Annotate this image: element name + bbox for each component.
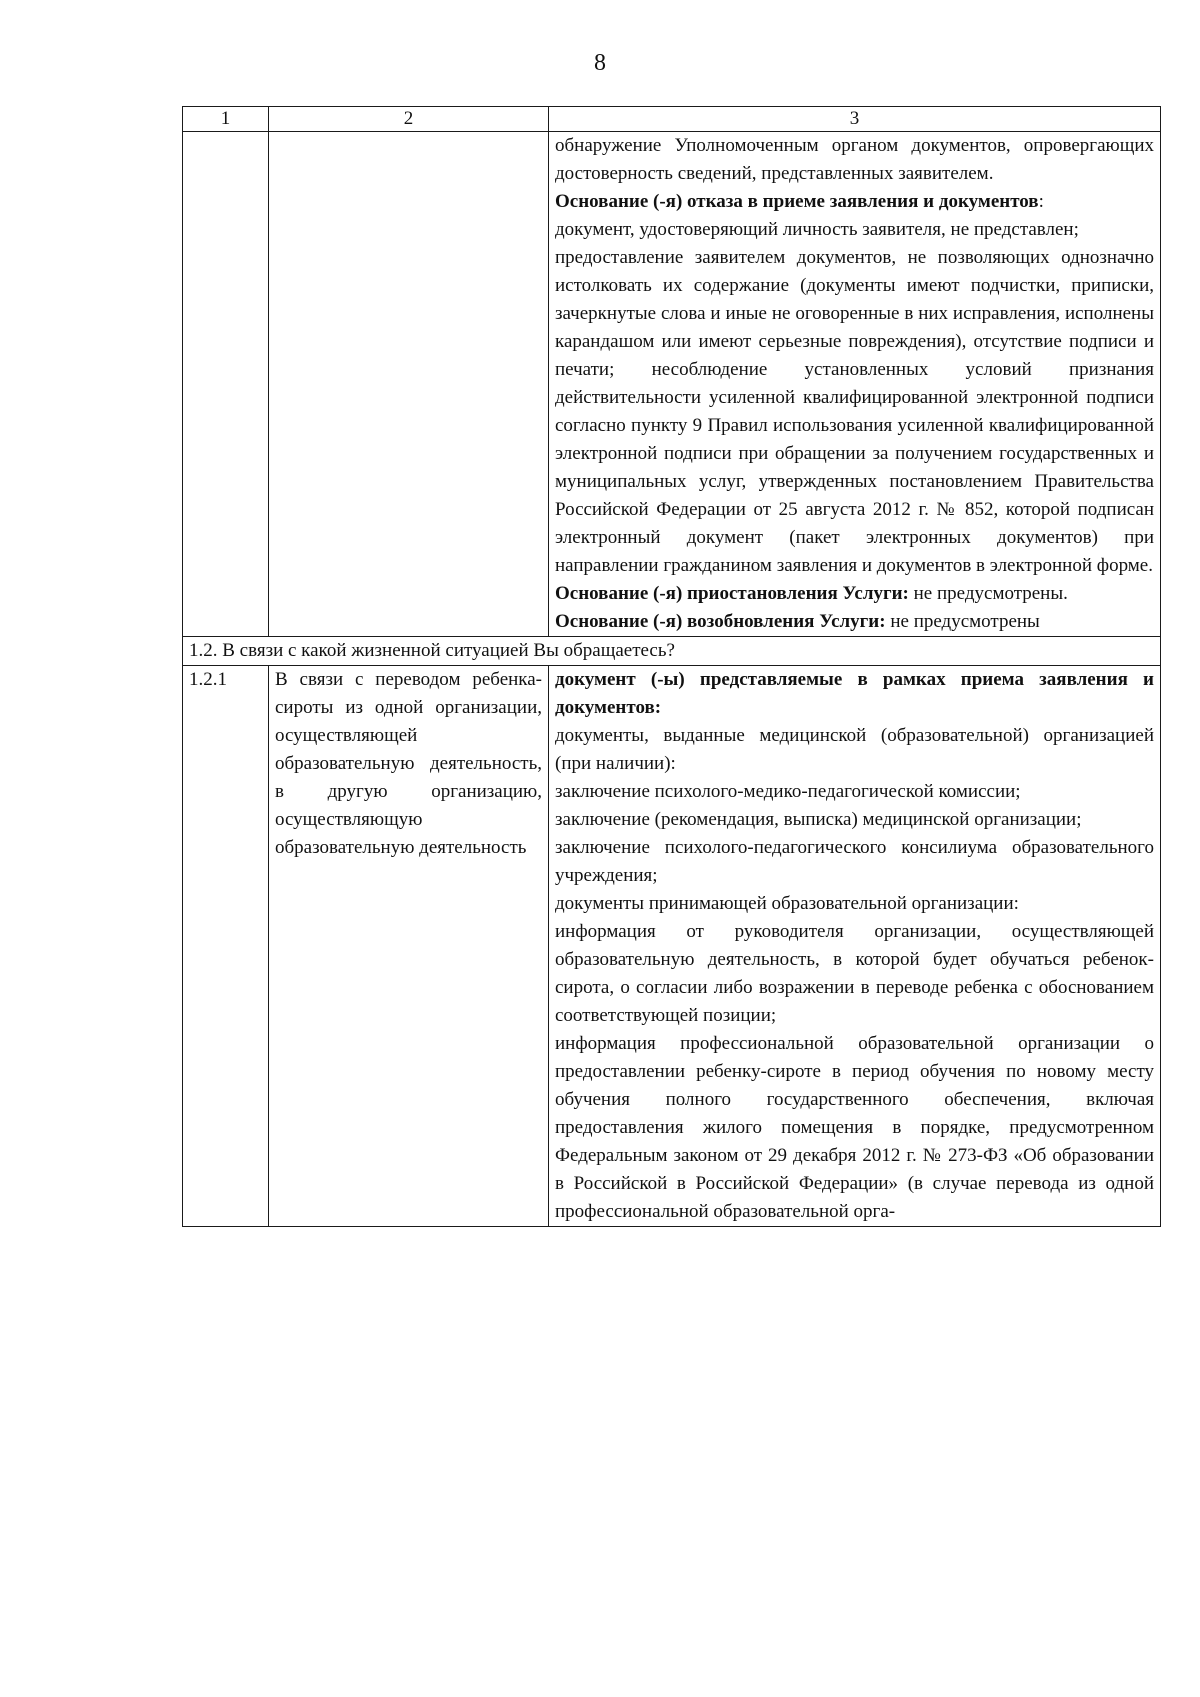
suspension-title: Основание (-я) приостановления Услуги: (555, 583, 909, 604)
document-item: документы, выданные медицинской (образовательной) организацией (при наличии): (555, 725, 1154, 774)
document-item: заключение (рекомендация, выписка) медицинской организации; (555, 809, 1082, 830)
document-item: заключение психолого-медико-педагогической комиссии; (555, 781, 1021, 802)
table-row (183, 132, 1161, 637)
table-header-row (183, 107, 1161, 132)
refusal-heading (555, 188, 1154, 216)
document-table (182, 106, 1161, 1227)
section-title: 1.2. В связи с какой жизненной ситуацией Вы обращаетесь? (183, 637, 1161, 666)
document-item: документы принимающей образовательной организации: (555, 893, 1019, 914)
refusal-title: Основание (-я) отказа в приеме заявления и документов (555, 191, 1039, 212)
documents-title: документ (-ы) представляемые в рамках приема заявления и документов: (555, 669, 1154, 718)
refusal-item: документ, удостоверяющий личность заявителя, не представлен; (555, 219, 1079, 240)
page-number: 8 (594, 50, 606, 76)
row1-col3 (549, 132, 1161, 637)
resumption-title: Основание (-я) возобновления Услуги: (555, 611, 886, 632)
header-col-1: 1 (183, 107, 269, 132)
row2-col3 (549, 666, 1161, 1227)
document-item: информация профессиональной образовательной организации о предоставлении ребенку-сироте в период обучения по новому месту обучения полного государственного обеспечения, включая предоставления жилого помещения в порядке, предусмотренном Федеральным законом от 29 декабря 2012 г. № 273-ФЗ «Об образовании в Российской в Российской Федерации» (в случае перевода из одной профессиональной образовательной орга- (555, 1033, 1154, 1222)
refusal-item: предоставление заявителем документов, не позволяющих однозначно истолковать их содержание (документы имеют подчистки, приписки, зачеркнутые слова и иные не оговоренные в них исправления, исполнены карандашом или имеют серьезные повреждения), отсутствие подписи и печати; несоблюдение установленных условий признания действительности усиленной квалифицированной электронной подписи согласно пункту 9 Правил использования усиленной квалифицированной электронной подписи при обращении за получением государственных и муниципальных услуг, утвержденных постановлением Правительства Российской Федерации от 25 августа 2012 г. № 852, которой подписан электронный документ (пакет электронных документов) при направлении гражданином заявления и документов в электронной форме. (555, 247, 1154, 576)
row1-col2 (269, 132, 549, 637)
rejection-intro-text: обнаружение Уполномоченным органом документов, опровергающих достоверность сведений, представленных заявителем. (555, 135, 1154, 184)
document-item: заключение психолого-педагогического консилиума образовательного учреждения; (555, 837, 1154, 886)
document-item: информация от руководителя организации, осуществляющей образовательную деятельность, в которой будет обучаться ребенок-сирота, о согласии либо возражении в переводе ребенка с обоснованием соответствующей позиции; (555, 921, 1154, 1026)
situation-text: В связи с переводом ребенка-сироты из одной организации, осуществляющей образовательную деятельность, в другую организацию, осуществляющую образовательную деятельность (275, 669, 542, 858)
row2-col2-situation (269, 666, 549, 1227)
row1-col1 (183, 132, 269, 637)
resumption-value: не предусмотрены (885, 611, 1040, 632)
header-col-2: 2 (269, 107, 549, 132)
refusal-colon: : (1038, 191, 1044, 212)
suspension-value: не предусмотрены. (908, 583, 1068, 604)
suspension-paragraph (555, 580, 1154, 608)
header-col-3: 3 (549, 107, 1161, 132)
section-row (183, 637, 1161, 666)
table-row (183, 666, 1161, 1227)
resumption-paragraph (555, 608, 1154, 636)
row2-col1-number: 1.2.1 (183, 666, 269, 1227)
